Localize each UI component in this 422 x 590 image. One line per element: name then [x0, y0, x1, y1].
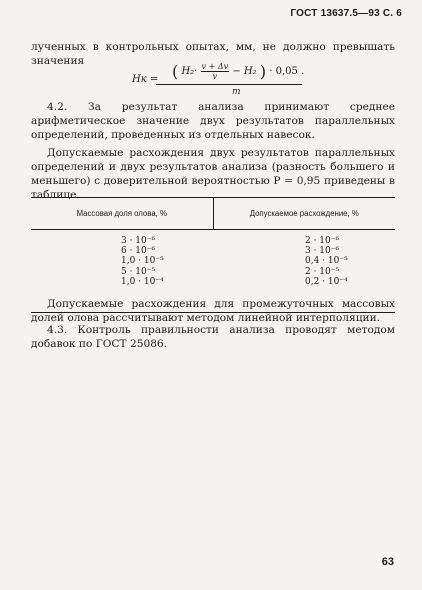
formula-dot: . [301, 66, 305, 77]
formula-minus: − H₂ [232, 66, 257, 77]
header-allowed-discrepancy: Допускаемое расхождение, % [249, 209, 359, 218]
intro-line: лученных в контрольных опытах, мм, не должно превышать значения [31, 41, 395, 67]
table-cell: 0,4 · 10⁻⁵ [305, 256, 348, 267]
paragraph-4-2: 4.2. За результат анализа принимают среднее арифметическое значение двух результатов параллельных определений, проведенных из отдельных навесок. [31, 101, 395, 141]
table-cell: 2 · 10⁻⁶ [305, 236, 340, 246]
paragraph-discrepancy: Допускаемые расхождения двух результатов параллельных определений и двух результатов анализа (разность большего и меньшего) с доверительной вероятностью P = 0,95 приведены в таблице. [31, 147, 395, 201]
fraction-bottom: v [212, 72, 218, 81]
table-cell: 0,2 · 10⁻⁴ [305, 276, 348, 287]
paragraph-interpolation: Допускаемые расхождения для промежуточных массовых долей олова рассчитывают методом линейной интерполяции. [31, 298, 395, 324]
table-cell: 3 · 10⁻⁶ [305, 246, 340, 257]
formula-denominator: m [232, 87, 241, 97]
formula-lhs: Hк = [132, 74, 159, 85]
table-cell: 2 · 10⁻⁵ [305, 266, 340, 277]
table-cell: 6 · 10⁻⁶ [121, 246, 156, 257]
header-mass-fraction: Массовая доля олова, % [31, 198, 214, 229]
left-paren: ( [172, 62, 179, 81]
formula-h2: H₂· [181, 66, 198, 77]
page-number: 63 [381, 556, 394, 568]
table-cell: 1,0 · 10⁻⁵ [121, 256, 164, 267]
right-paren: ) [259, 62, 267, 81]
discrepancy-table [31, 197, 395, 313]
paragraph-4-3: 4.3. Контроль правильности анализа проводят методом добавок по ГОСТ 25086. [31, 324, 395, 350]
table-cell: 3 · 10⁻⁶ [121, 236, 156, 246]
table-cell: 1,0 · 10⁻⁴ [121, 276, 164, 287]
formula-coef: · 0,05 [269, 66, 298, 77]
page-header: ГОСТ 13637.5—93 С. 6 [290, 8, 402, 19]
formula-bar [156, 84, 302, 85]
formula-numerator [172, 62, 304, 81]
formula-fraction [201, 62, 230, 81]
fraction-top: v + Δv [201, 62, 229, 71]
table-header [31, 198, 395, 229]
table-cell: 5 · 10⁻⁵ [121, 266, 156, 277]
